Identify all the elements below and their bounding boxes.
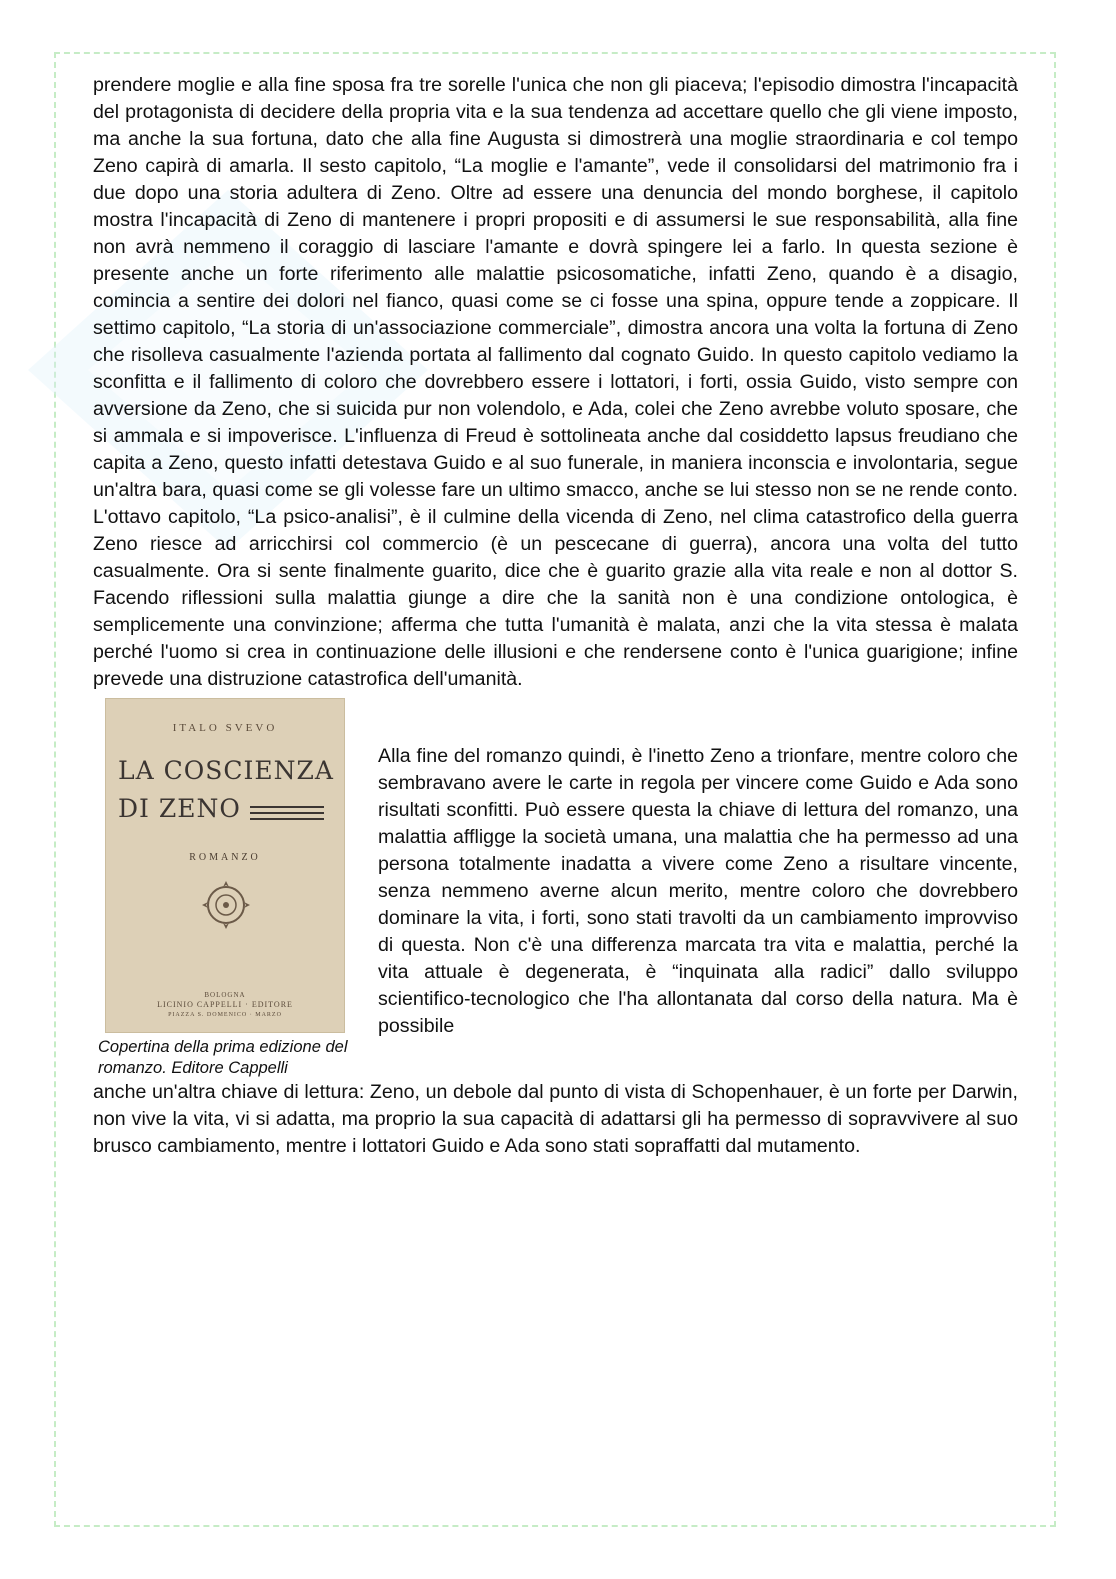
paragraph: anche un'altra chiave di lettura: Zeno, un debole dal punto di vista di Schopenhauer, è un forte per Darwin, non vive la vita, vi si adatta, ma proprio la sua capacità di adattarsi gli ha permesso di sopravvivere al suo brusco cambiamento, mentre i lottatori Guido e Ada sono stati sopraffatti dal mutamento. [93, 1081, 1018, 1157]
book-cover-image [105, 698, 345, 1033]
cover-subtitle: ROMANZO [189, 852, 261, 863]
figure-caption: Copertina della prima edizione del romanzo. Editore Cappelli [98, 1038, 348, 1077]
cover-publisher-name: LICINIO CAPPELLI · EDITORE [157, 1000, 293, 1009]
cover-title: DI ZENO [118, 794, 241, 823]
cover-author: ITALO SVEVO [172, 722, 278, 734]
cover-ornament-icon [198, 877, 254, 933]
cover-publisher-address: PIAZZA S. DOMENICO · MARZO [168, 1012, 282, 1018]
cover-rule [250, 806, 324, 820]
book-cover-figure [93, 698, 378, 1079]
paragraph: prendere moglie e alla fine sposa fra tre sorelle l'unica che non gli piaceva; l'episodio dimostra l'incapacità del protagonista di decidere della propria vita e la sua tendenza ad accettare quello che gli viene imposto, ma anche la sua fortuna, dato che alla fine Augusta si dimostrerà una moglie straordinaria e col tempo Zeno capirà di amarla. Il sesto capitolo, “La moglie e l'amante”, vede il consolidarsi del matrimonio fra i due dopo una storia adultera di Zeno. Oltre ad essere una denuncia del mondo borghese, il capitolo mostra l'incapacità di Zeno di mantenere i propri propositi e di assumersi le sue responsabilità, alla fine non avrà nemmeno il coraggio di lasciare l'amante e dovrà spingere lei a farlo. In questa sezione è presente anche un forte riferimento alle malattie psicosomatiche, infatti Zeno, quando è a disagio, comincia a sentire dei dolori nel fianco, quasi come se ci fosse una spina, oppure tende a zoppicare. Il settimo capitolo, “La storia di un'associazione commerciale”, dimostra ancora una volta la fortuna di Zeno che risolleva casualmente l'azienda portata al fallimento dal cognato Guido. In questo capitolo vediamo la sconfitta e il fallimento di coloro che dovrebbero essere i lottatori, i forti, ossia Guido, visto sempre con avversione da Zeno, che si suicida pur non volendolo, e Ada, colei che Zeno avrebbe voluto sposare, che si ammala e si impoverisce. L'influenza di Freud è sottolineata anche dal cosiddetto lapsus freudiano che capita a Zeno, questo infatti detestava Guido e al suo funerale, in maniera inconscia e involontaria, segue un'altra bara, quasi come se gli volesse fare un ultimo smacco, anche se lui stesso non se ne rende conto. L'ottavo capitolo, “La psico-analisi”, è il culmine della vicenda di Zeno, nel clima catastrofico della guerra Zeno riesce ad arricchirsi col commercio (è un pescecane di guerra), ancora una volta del tutto casualmente. Ora si sente finalmente guarito, dice che è guarito grazie alla vita reale e non al dottor S. Facendo riflessioni sulla malattia giunge a dire che la sanità non è una condizione ontologica, è semplicemente una convinzione; afferma che tutta l'umanità è malata, anzi che la vita stessa è malata perché l'uomo si crea in continuazione delle illusioni e che rendersene conto è l'unica guarigione; infine prevede una distruzione catastrofica dell'umanità. [93, 74, 1018, 690]
cover-publisher-city: BOLOGNA [204, 991, 246, 999]
document-body [93, 72, 1018, 1160]
paragraph: Alla fine del romanzo quindi, è l'inetto Zeno a trionfare, mentre coloro che sembravano avere le carte in regola per vincere come Guido e Ada sono risultati sconfitti. Può essere questa la chiave di lettura del romanzo, una malattia affligge la società umana, una malattia che ha permesso ad una persona totalmente inadatta a vivere come Zeno a risultare vincente, senza nemmeno averne alcun merito, mentre coloro che dovrebbero dominare la vita, i forti, sono stati travolti da un cambiamento improvviso di questa. Non c'è una differenza marcata tra vita e malattia, perché la vita attuale è degenerata, è “inquinata alla radici” dallo sviluppo scientifico-tecnologico che l'ha allontanata dal corso della natura. Ma è possibile [378, 745, 1018, 1037]
cover-title: LA COSCIENZA [118, 756, 334, 785]
